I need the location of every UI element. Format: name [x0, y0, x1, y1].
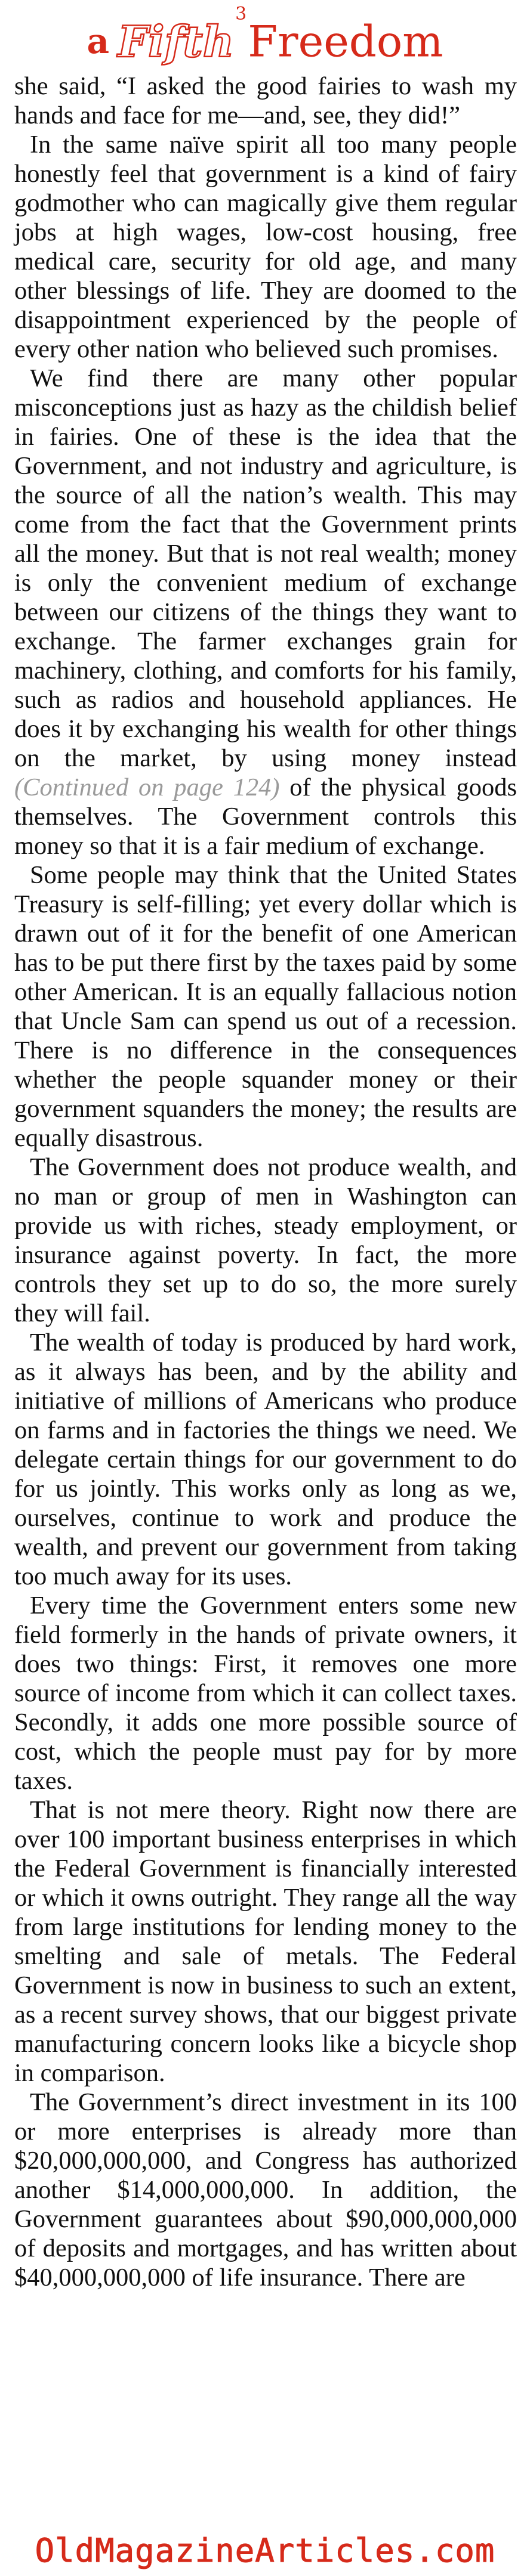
paragraph-3-text-before: We find there are many other popular misconceptions just as hazy as the childish belief in fairies. One of these is the idea that the Government, and not industry and agriculture, is the source of all the nation’s wealth. This may come from the fact that the Government prints all the money. But that is not real wealth; money is only the convenient medium of exchange between our citizens of the things they want to exchange. The farmer exchanges grain for machinery, clothing, and comforts for his family, such as radios and household appliances. He does it by exchanging his wealth for other things on the market, by using money instead — [14, 364, 517, 772]
title-superscript: 3 — [235, 4, 247, 24]
paragraph-3-text-after: of the physical goods themselves. The Government controls this money so that it is a fair medium of exchange. — [14, 773, 517, 860]
paragraph-9: The Government’s direct investment in its 100 or more enterprises is already more than $20,000,000,000, and Congress has authorized another $14,000,000,000. In addition, the Government guarantees about $90,000,000,000 of deposits and mortgages, and has written about $40,000,000,000 of life insurance. There are — [14, 2088, 517, 2292]
paragraph-1: she said, “I asked the good fairies to wash my hands and face for me—and, see, they did!” — [14, 72, 517, 129]
article-body — [14, 72, 517, 2292]
title-word-fifth: Fifth — [118, 16, 235, 67]
paragraph-8: That is not mere theory. Right now there are over 100 important business enterprises in which the Federal Government is financially interested or which it owns outright. They range all the way from large institutions for lending money to the smelting and sale of metals. The Federal Government is now in business to such an extent, as a recent survey shows, that our biggest private manufacturing concern looks like a bicycle shop in comparison. — [14, 1796, 517, 2087]
paragraph-4: Some people may think that the United States Treasury is self-filling; yet every dollar which is drawn out of it for the benefit of one American has to be put there first by the taxes paid by some other American. It is an equally fallacious notion that Uncle Sam can spend us out of a recession. There is no difference in the consequences whether the people squander money or their government squanders the money; the results are equally disastrous. — [14, 861, 517, 1152]
continued-on-page-note: (Continued on page 124) — [14, 773, 280, 801]
title-word-freedom: Freedom — [248, 16, 443, 67]
paragraph-6: The wealth of today is produced by hard work, as it always has been, and by the ability and initiative of millions of Americans who produce on farms and in factories the things we need. We delegate certain things for our government to do for us jointly. This works only as long as we, ourselves, continue to work and produce the wealth, and prevent our government from taking too much away for its uses. — [14, 1329, 517, 1590]
paragraph-2: In the same naïve spirit all too many people honestly feel that government is a kind of fairy godmother who can magically give them regular jobs at high wages, low-cost housing, free medical care, security for old age, and many other blessings of life. They are doomed to the disappointment experienced by the people of every other nation who believed such promises. — [14, 131, 517, 363]
title-word-a: a — [87, 21, 110, 62]
site-watermark: OldMagazineArticles.com — [35, 2532, 495, 2569]
paragraph-5: The Government does not produce wealth, and no man or group of men in Washington can provide us with riches, steady employment, or insurance against poverty. In fact, the more controls they set up to do so, the more surely they will fail. — [14, 1153, 517, 1327]
paragraph-7: Every time the Government enters some new field formerly in the hands of private owners, it does two things: First, it removes one more source of income from which it can collect taxes. Secondly, it adds one more possible source of cost, which the people must pay for by more taxes. — [14, 1592, 517, 1795]
paragraph-3 — [14, 364, 517, 860]
article-title-header — [0, 4, 530, 69]
